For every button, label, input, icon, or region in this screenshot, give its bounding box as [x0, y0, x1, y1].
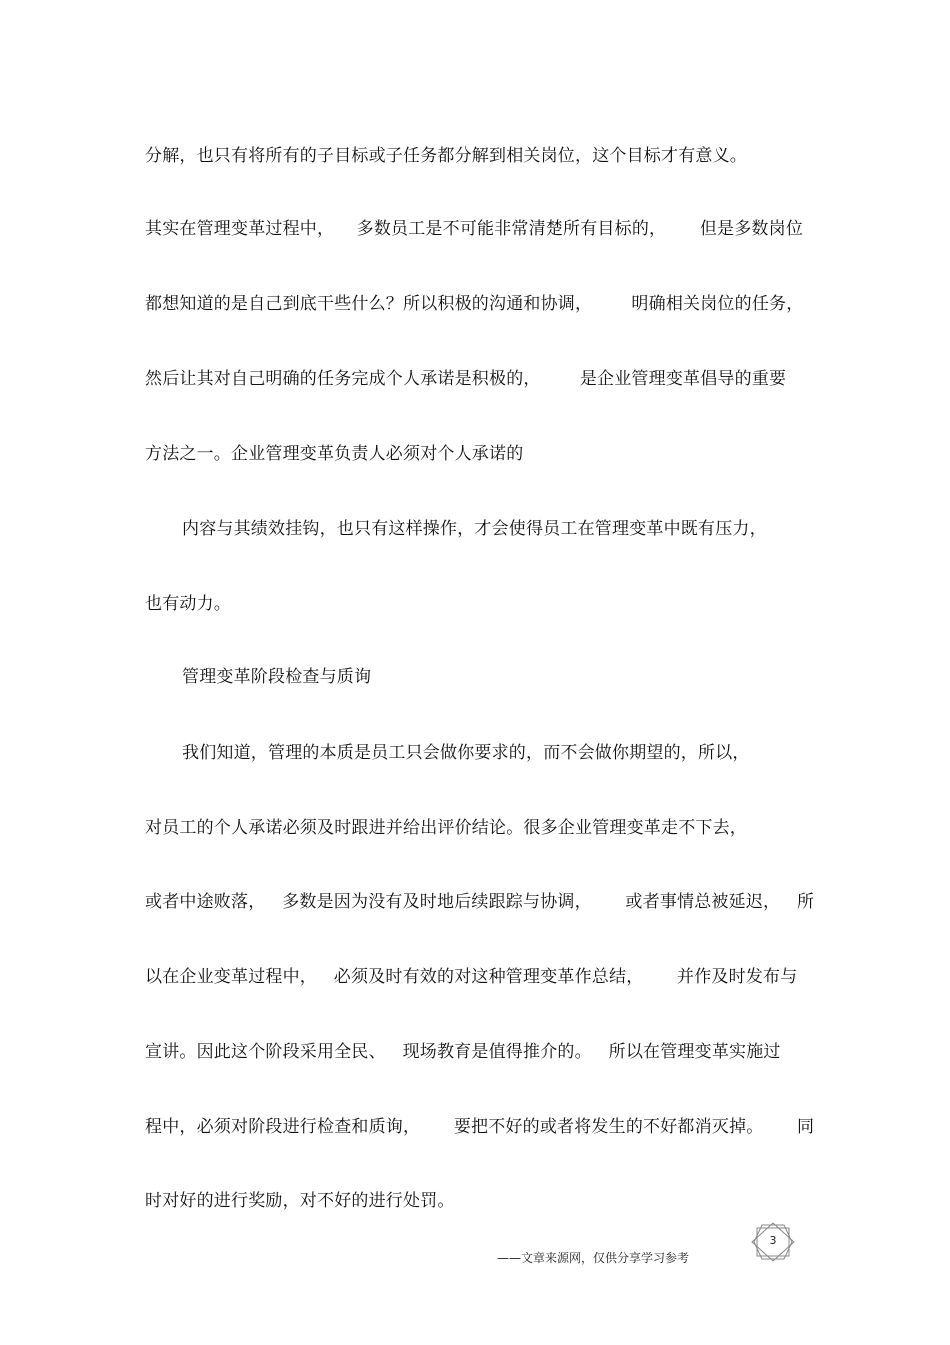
- footer-source-note: ——文章来源网，仅供分享学习参考: [497, 1251, 690, 1265]
- body-line: 也有动力。: [145, 594, 231, 614]
- body-line: 内容与其绩效挂钩，也只有这样操作，才会使得员工在管理变革中既有压力，: [182, 519, 767, 539]
- body-line: 宣讲。因此这个阶段采用全民、 现场教育是值得推介的。 所以在管理变革实施过: [145, 1042, 781, 1062]
- body-line: 时对好的进行奖励，对不好的进行处罚。: [145, 1191, 455, 1211]
- body-line: 我们知道，管理的本质是员工只会做你要求的，而不会做你期望的，所以，: [182, 743, 750, 763]
- body-line: 以在企业变革过程中， 必须及时有效的对这种管理变革作总结， 并作及时发布与: [145, 967, 798, 987]
- body-line: 程中，必须对阶段进行检查和质询， 要把不好的或者将发生的不好都消灭掉。 同: [145, 1117, 815, 1137]
- body-line: 其实在管理变革过程中， 多数员工是不可能非常清楚所有目标的， 但是多数岗位: [145, 219, 804, 239]
- body-line: 或者中途败落， 多数是因为没有及时地后续跟踪与协调， 或者事情总被延迟， 所: [145, 892, 815, 912]
- section-heading: 管理变革阶段检查与质询: [182, 667, 372, 687]
- page-number-badge: [750, 1222, 796, 1262]
- body-line: 方法之一。企业管理变革负责人必须对个人承诺的: [145, 444, 524, 464]
- body-line: 分解，也只有将所有的子目标或子任务都分解到相关岗位，这个目标才有意义。: [145, 146, 747, 166]
- body-line: 然后让其对自己明确的任务完成个人承诺是积极的， 是企业管理变革倡导的重要: [145, 369, 787, 389]
- body-line: 都想知道的是自己到底干些什么？所以积极的沟通和协调， 明确相关岗位的任务，: [145, 294, 804, 314]
- page-number: 3: [769, 1234, 777, 1247]
- body-line: 对员工的个人承诺必须及时跟进并给出评价结论。很多企业管理变革走不下去，: [145, 818, 747, 838]
